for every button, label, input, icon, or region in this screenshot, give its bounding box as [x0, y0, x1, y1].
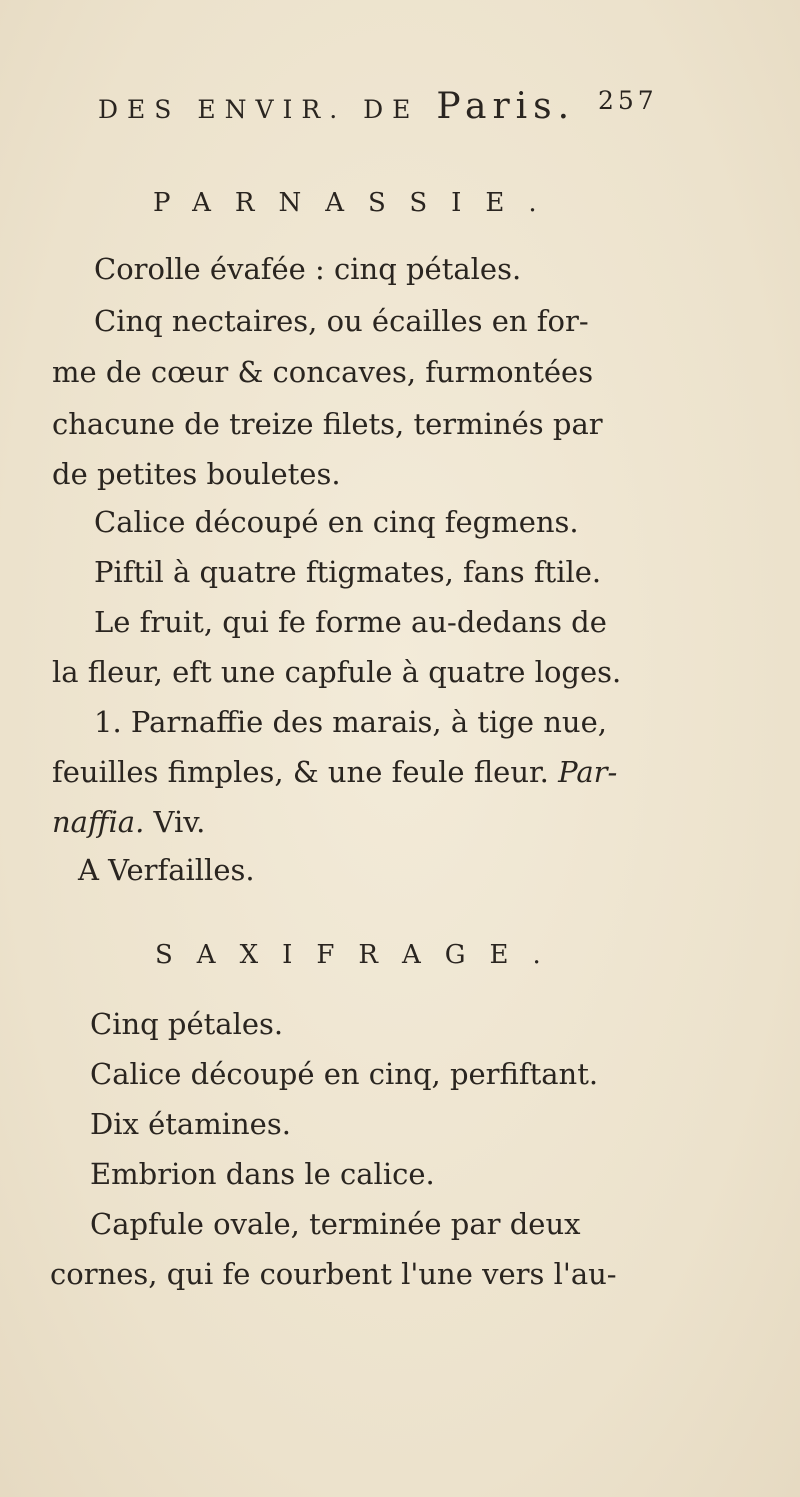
text-line: de petites bouletes. — [52, 457, 341, 491]
text-line: Cinq pétales. — [90, 1007, 284, 1041]
text-line: la fleur, eft une capfule à quatre loges. — [52, 655, 622, 689]
text-line: Le fruit, qui fe forme au-dedans de — [94, 605, 607, 639]
text-line: Corolle évafée : cinq pétales. — [94, 252, 522, 286]
text-line — [52, 755, 618, 789]
text-line — [52, 805, 206, 839]
text-line: chacune de treize filets, terminés par — [52, 407, 603, 441]
latin-name-part: Par- — [558, 755, 618, 789]
text-line: 1. Parnaffie des marais, à tige nue, — [94, 705, 607, 739]
text-line: Calice découpé en cinq, perfiftant. — [90, 1057, 599, 1091]
running-head — [98, 86, 658, 127]
text-line-part: Viv. — [153, 805, 206, 839]
text-line: cornes, qui fe courbent l'une vers l'au- — [50, 1257, 617, 1291]
text-line: me de cœur & concaves, furmontées — [52, 355, 594, 389]
running-head-paris: Paris. — [436, 86, 576, 127]
text-line: Cinq nectaires, ou écailles en for- — [94, 304, 589, 338]
text-line: Piftil à quatre ftigmates, fans ftile. — [94, 555, 602, 589]
text-line: A Verfailles. — [78, 853, 255, 887]
running-head-text: DES ENVIR. DE — [98, 95, 437, 124]
text-line: Capfule ovale, terminée par deux — [90, 1207, 581, 1241]
section-title-saxifrage: SAXIFRAGE. — [155, 940, 565, 970]
text-line-part: feuilles fimples, & une feule fleur. — [52, 755, 559, 789]
section-title-parnassie: PARNASSIE. — [153, 188, 561, 218]
latin-name-part: naffia. — [52, 805, 145, 839]
text-line: Dix étamines. — [90, 1107, 291, 1141]
text-line: Calice découpé en cinq fegmens. — [94, 505, 579, 539]
page-number: 257 — [598, 86, 658, 115]
text-line: Embrion dans le calice. — [90, 1157, 435, 1191]
